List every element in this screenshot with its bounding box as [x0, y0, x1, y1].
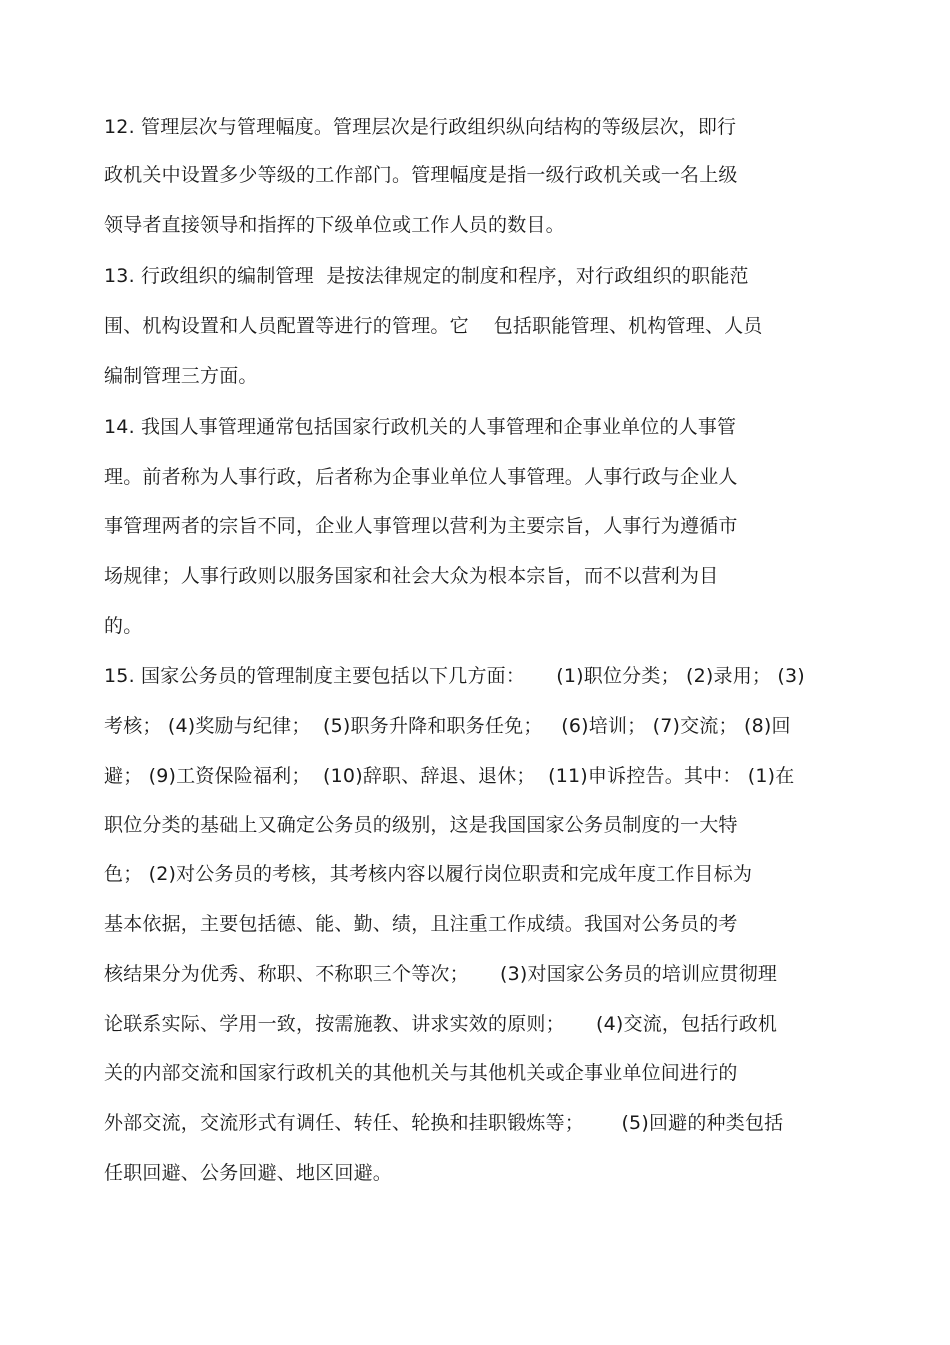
text-line: 基本依据，主要包括德、能、勤、绩，且注重工作成绩。我国对公务员的考: [104, 913, 738, 935]
text-line: 政机关中设置多少等级的工作部门。管理幅度是指一级行政机关或一名上级: [104, 164, 738, 186]
text-line: 外部交流，交流形式有调任、转任、轮换和挂职锻炼等； (5)回避的种类包括: [104, 1112, 784, 1134]
text-line: 场规律；人事行政则以服务国家和社会大众为根本宗旨，而不以营利为目: [104, 565, 719, 587]
text-line: 12. 管理层次与管理幅度。管理层次是行政组织纵向结构的等级层次，即行: [104, 116, 737, 138]
text-line: 14. 我国人事管理通常包括国家行政机关的人事管理和企事业单位的人事管: [104, 416, 737, 438]
text-line: 任职回避、公务回避、地区回避。: [104, 1162, 393, 1184]
text-line: 色； (2)对公务员的考核，其考核内容以履行岗位职责和完成年度工作目标为: [104, 863, 753, 885]
text-line: 13. 行政组织的编制管理 是按法律规定的制度和程序，对行政组织的职能范: [104, 265, 749, 287]
text-line: 职位分类的基础上又确定公务员的级别，这是我国国家公务员制度的一大特: [104, 814, 738, 836]
text-line: 15. 国家公务员的管理制度主要包括以下几方面： (1)职位分类； (2)录用； (3): [104, 665, 805, 687]
text-line: 的。: [104, 615, 143, 637]
text-line: 考核； (4)奖励与纪律； (5)职务升降和职务任免； (6)培训； (7)交流； (8)回: [104, 715, 791, 737]
text-line: 事管理两者的宗旨不同，企业人事管理以营利为主要宗旨，人事行为遵循市: [104, 515, 738, 537]
text-line: 领导者直接领导和指挥的下级单位或工作人员的数目。: [104, 214, 565, 236]
text-line: 核结果分为优秀、称职、不称职三个等次； (3)对国家公务员的培训应贯彻理: [104, 963, 778, 985]
text-line: 论联系实际、学用一致，按需施教、讲求实效的原则； (4)交流，包括行政机: [104, 1013, 778, 1035]
text-line: 避； (9)工资保险福利； (10)辞职、辞退、退休； (11)申诉控告。其中： (1)在: [104, 765, 795, 787]
text-line: 关的内部交流和国家行政机关的其他机关与其他机关或企事业单位间进行的: [104, 1062, 738, 1084]
text-line: 理。前者称为人事行政，后者称为企事业单位人事管理。人事行政与企业人: [104, 466, 738, 488]
text-line: 编制管理三方面。: [104, 365, 258, 387]
text-line: 围、机构设置和人员配置等进行的管理。它 包括职能管理、机构管理、人员: [104, 315, 763, 337]
